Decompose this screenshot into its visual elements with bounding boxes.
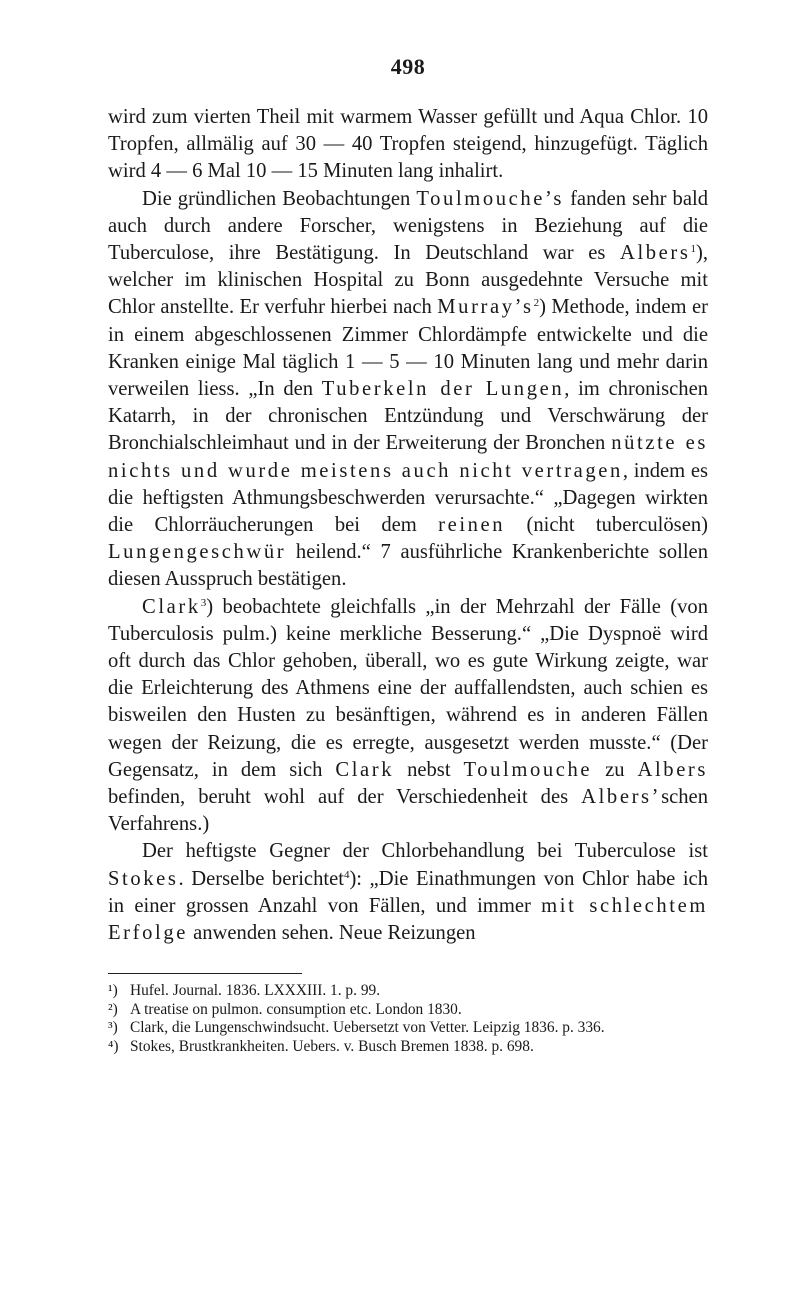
spaced-emphasis: Toulmouche [463,758,593,781]
text-run: ) beobachtete gleichfalls „in der Mehrzahl der Fälle (von Tuberculosis pulm.) keine merkliche Besserung.“ „Die Dyspnoë wird oft durch das Chlor gehoben, überall, wo es gute Wirkung zeigte, war die Erleichterung des Athmens eine der auffallendsten, auch schien es bisweilen den Husten zu besänftigen, während es in anderen Fällen wegen der Reizung, die es erregte, ausgesetzt werden musste.“ (Der Gegensatz, in dem sich [108,595,708,781]
book-page [108,50,708,1057]
text-run: fanden sehr bald auch durch andere Forscher, wenigstens in Beziehung auf die Tuberculose, ihre Bestätigung. In Deutschland war es [108,187,708,265]
spaced-emphasis: Clark [142,595,201,618]
spaced-emphasis: Albers’ [581,786,662,809]
footnote-mark: ²) [108,1000,118,1018]
footnote-text: Stokes, Brustkrankheiten. Uebers. v. Busch Bremen 1838. p. 698. [130,1038,534,1056]
text-run: , indem es die heftigsten Athmungsbeschwerden verursachte.“ „Dagegen wirkten die Chlorräucherungen bei dem [108,459,708,537]
footnote-mark: ³) [108,1019,118,1037]
text-run: Der heftigste Gegner der Chlorbehandlung bei Tuberculose ist [142,840,708,863]
spaced-emphasis: Lungengeschwür [108,541,287,564]
spaced-emphasis: Stokes [108,867,179,890]
footnote-text: A treatise on pulmon. consumption etc. London 1830. [130,1000,462,1018]
spaced-emphasis: Murray’s [437,296,534,319]
body-text [108,104,708,947]
page-number: 498 [390,54,426,79]
paragraph-1 [108,104,708,186]
text-run: ), welcher im klinischen Hospital zu Bonn ausgedehnte Versuche mit Chlor anstellte. Er verfuhr hierbei nach [108,242,708,319]
footnote-divider [108,973,302,974]
footnote-mark: ¹) [108,982,118,1000]
footnote-1 [108,982,708,1001]
spaced-emphasis: Albers [619,242,691,265]
footnote-2 [108,1001,708,1020]
text-run: wird zum vierten Theil mit warmem Wasser gefüllt und Aqua Chlor. 10 Tropfen, allmälig auf 30 — 40 Tropfen steigend, hinzugefügt. Täglich wird 4 — 6 Mal 10 — 15 Minuten lang inhalirt. [108,106,708,183]
spaced-emphasis: mit schlechtem Erfolge [108,894,708,945]
spaced-emphasis: Toulmouche’s [416,187,564,210]
footnote-4 [108,1038,708,1057]
text-run: nebst [394,758,464,781]
text-run: befinden, beruht wohl auf der Verschiedenheit des [108,786,582,809]
text-run: , im chronischen Katarrh, in der chronischen Entzündung und Verschwärung der Bronchialschleimhaut und in der Erweiterung der Bronchen [108,378,709,455]
paragraph-2 [108,186,708,594]
footnote-3 [108,1019,708,1038]
text-run: heilend.“ 7 ausführliche Krankenberichte sollen diesen Ausspruch bestätigen. [108,541,708,591]
spaced-emphasis: Albers [637,758,709,781]
text-run: anwenden sehen. Neue Reizungen [187,922,476,945]
text-run: Die gründlichen Beobachtungen [142,187,417,210]
text-run: ) Methode, indem er in einem abgeschlossenen Zimmer Chlordämpfe entwickelte und die Kranken einige Mal täglich 1 — 5 — 10 Minuten lang und mehr darin verweilen liess. „In den [108,296,708,401]
footnote-mark: ⁴) [108,1038,119,1056]
footnote-text: Clark, die Lungenschwindsucht. Uebersetzt von Vetter. Leipzig 1836. p. 336. [130,1019,605,1037]
spaced-emphasis: reinen [438,514,506,537]
footnote-reference: 4 [343,868,350,881]
spaced-emphasis: nützte es nichts und wurde meistens auch nicht vertragen [108,432,708,482]
text-run: ): „Die Einathmungen von Chlor habe ich in einer grossen Anzahl von Fällen, und immer [108,867,708,917]
text-run: schen Verfahrens.) [108,786,708,836]
footnotes [108,982,708,1056]
footnote-reference: 1 [690,243,696,256]
footnote-reference: 2 [533,297,540,310]
footnote-reference: 3 [200,596,207,609]
spaced-emphasis: Clark [335,758,395,781]
spaced-emphasis: Tuberkeln der Lungen [321,378,565,401]
text-run: . Derselbe berichtet [178,867,344,890]
paragraph-4 [108,838,708,947]
text-run: zu [592,758,638,781]
footnote-text: Hufel. Journal. 1836. LXXXIII. 1. p. 99. [130,982,381,1000]
text-run: (nicht tuberculösen) [505,514,708,537]
paragraph-3 [108,594,708,839]
